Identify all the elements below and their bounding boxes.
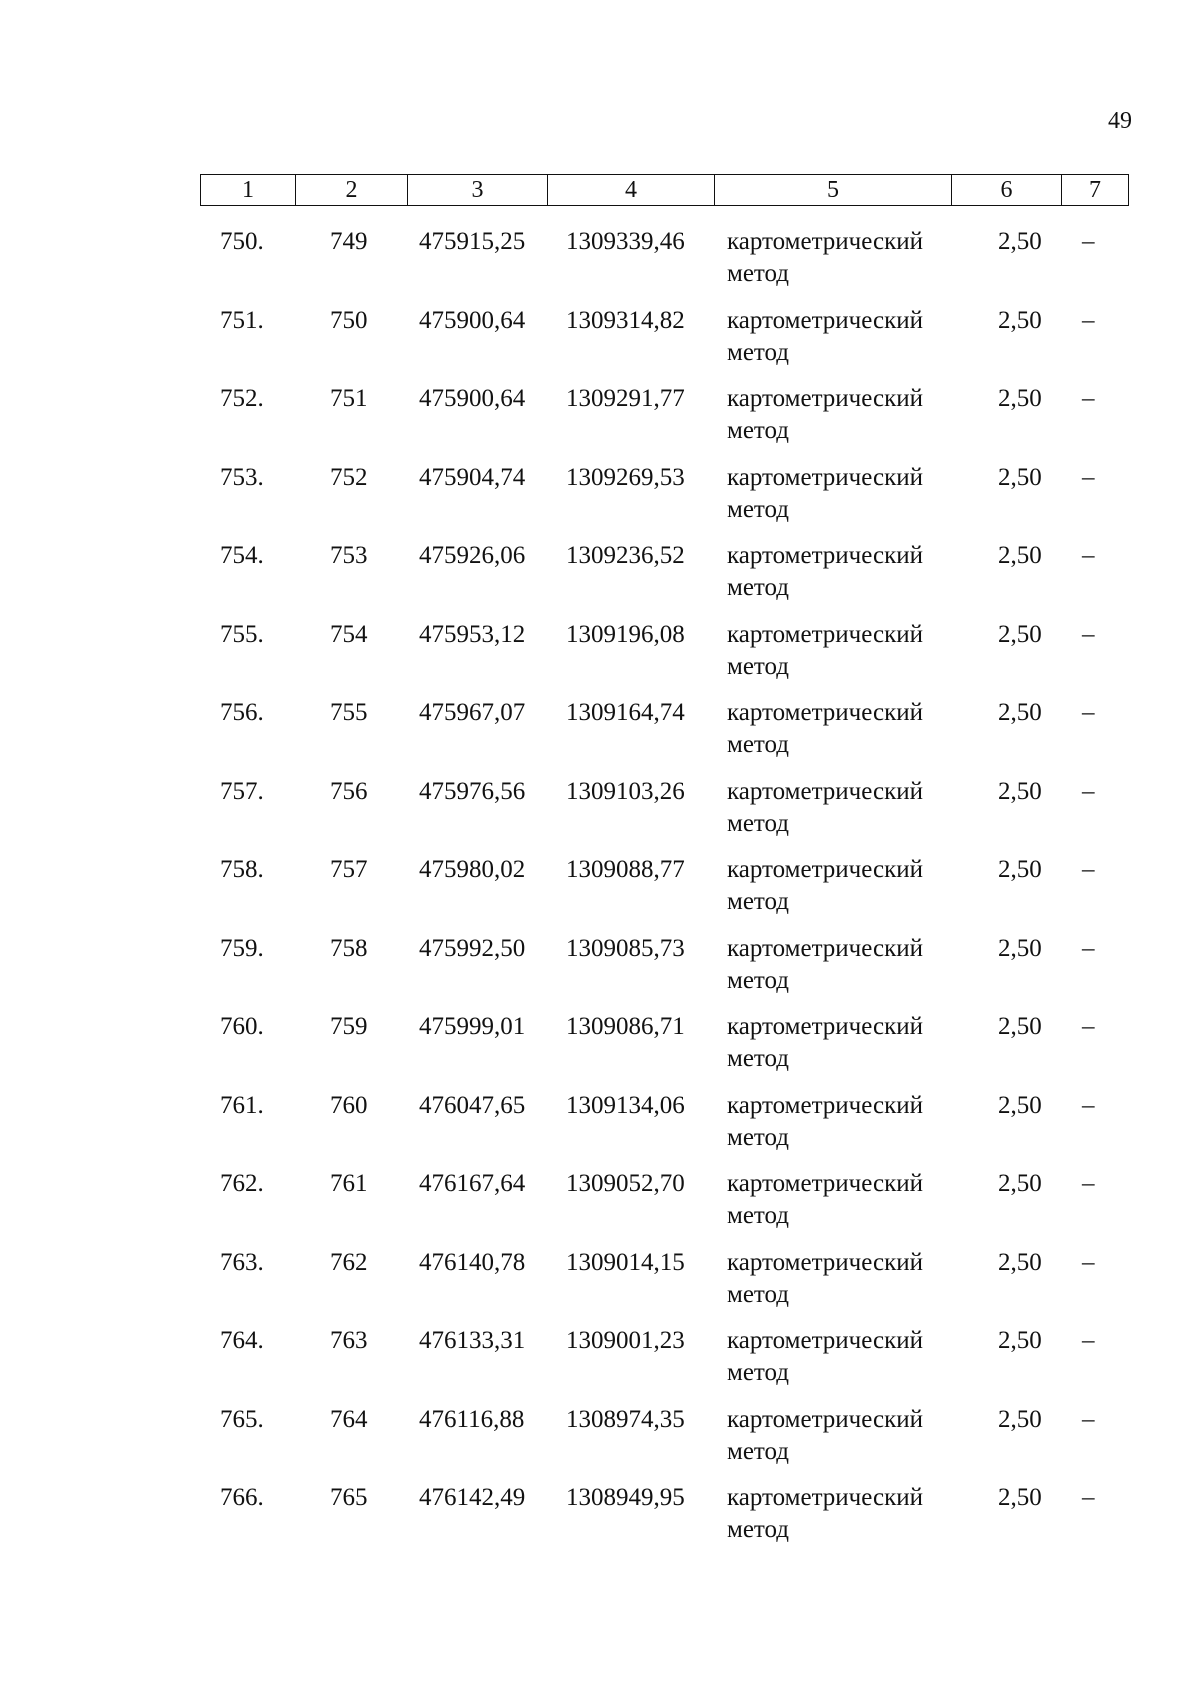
method-line-1: картометрический: [727, 934, 923, 962]
table-row: [200, 462, 1128, 541]
accuracy-value: 2,50: [998, 699, 1042, 726]
point-number: 753: [330, 542, 368, 569]
coordinate-x: 476167,64: [419, 1170, 526, 1197]
description-value: –: [1082, 934, 1095, 962]
coordinate-x: 476142,49: [419, 1484, 526, 1511]
method-cell: [727, 776, 923, 840]
coordinate-x: 476047,65: [419, 1091, 526, 1119]
point-number: 762: [330, 1248, 368, 1276]
method-line-2: метод: [727, 888, 790, 915]
method-line-2: метод: [727, 417, 790, 444]
method-line-2: метод: [727, 1516, 790, 1543]
row-number: 766.: [220, 1484, 264, 1511]
accuracy-value: 2,50: [998, 1248, 1042, 1276]
row-number: 759.: [220, 934, 264, 962]
coordinate-y: 1309103,26: [566, 777, 685, 805]
method-cell: [727, 697, 923, 761]
coordinate-y: 1309014,15: [566, 1248, 685, 1276]
coordinate-x: 476133,31: [419, 1327, 526, 1354]
header-col-2: 2: [296, 175, 408, 206]
coordinate-y: 1309001,23: [566, 1327, 685, 1354]
coordinate-y: 1309164,74: [566, 699, 685, 726]
point-number: 750: [330, 306, 368, 334]
accuracy-value: 2,50: [998, 228, 1042, 255]
row-number: 757.: [220, 777, 264, 805]
coordinate-x: 475992,50: [419, 934, 526, 962]
row-number: 762.: [220, 1170, 264, 1197]
description-value: –: [1082, 1248, 1095, 1276]
point-number: 758: [330, 934, 368, 962]
table-row: [200, 933, 1128, 1012]
coordinate-y: 1309052,70: [566, 1170, 685, 1197]
table-row: [200, 540, 1128, 619]
header-col-3: 3: [408, 175, 548, 206]
table-header: [200, 174, 1129, 206]
accuracy-value: 2,50: [998, 777, 1042, 805]
description-value: –: [1082, 856, 1095, 883]
method-line-1: картометрический: [727, 699, 923, 726]
header-col-5: 5: [715, 175, 952, 206]
method-line-1: картометрический: [727, 228, 923, 255]
point-number: 749: [330, 228, 368, 255]
method-line-2: метод: [727, 966, 790, 994]
coordinate-x: 475900,64: [419, 306, 526, 334]
accuracy-value: 2,50: [998, 1327, 1042, 1354]
method-line-2: метод: [727, 652, 790, 680]
method-line-1: картометрический: [727, 1327, 923, 1354]
header-row: [201, 175, 1129, 206]
row-number: 751.: [220, 306, 264, 334]
method-cell: [727, 462, 923, 526]
table-row: [200, 1482, 1128, 1561]
coordinate-y: 1308974,35: [566, 1405, 685, 1433]
point-number: 764: [330, 1405, 368, 1433]
coordinate-y: 1308949,95: [566, 1484, 685, 1511]
method-cell: [727, 1325, 923, 1389]
method-line-1: картометрический: [727, 306, 923, 334]
method-line-2: метод: [727, 1437, 790, 1465]
description-value: –: [1082, 1327, 1095, 1354]
accuracy-value: 2,50: [998, 385, 1042, 412]
coordinate-x: 475953,12: [419, 620, 526, 648]
point-number: 754: [330, 620, 368, 648]
description-value: –: [1082, 385, 1095, 412]
row-number: 753.: [220, 463, 264, 491]
accuracy-value: 2,50: [998, 620, 1042, 648]
method-cell: [727, 619, 923, 683]
table-row: [200, 854, 1128, 933]
row-number: 752.: [220, 385, 264, 412]
method-line-1: картометрический: [727, 1013, 923, 1040]
method-cell: [727, 1090, 923, 1154]
table-row: [200, 1090, 1128, 1169]
point-number: 756: [330, 777, 368, 805]
table-body: [200, 226, 1128, 1561]
point-number: 751: [330, 385, 368, 412]
description-value: –: [1082, 306, 1095, 334]
method-cell: [727, 933, 923, 997]
row-number: 761.: [220, 1091, 264, 1119]
table-row: [200, 1247, 1128, 1326]
method-line-1: картометрический: [727, 620, 923, 648]
coordinate-x: 475976,56: [419, 777, 526, 805]
coordinate-x: 476116,88: [419, 1405, 525, 1433]
table-row: [200, 1325, 1128, 1404]
method-cell: [727, 1247, 923, 1311]
coordinate-x: 475900,64: [419, 385, 526, 412]
description-value: –: [1082, 1484, 1095, 1511]
description-value: –: [1082, 1013, 1095, 1040]
header-col-7: 7: [1062, 175, 1129, 206]
row-number: 750.: [220, 228, 264, 255]
coordinate-x: 475967,07: [419, 699, 526, 726]
table-row: [200, 776, 1128, 855]
accuracy-value: 2,50: [998, 1405, 1042, 1433]
accuracy-value: 2,50: [998, 463, 1042, 491]
method-line-1: картометрический: [727, 856, 923, 883]
accuracy-value: 2,50: [998, 542, 1042, 569]
point-number: 755: [330, 699, 368, 726]
method-cell: [727, 1404, 923, 1468]
method-cell: [727, 1482, 923, 1546]
method-line-2: метод: [727, 338, 790, 366]
method-cell: [727, 305, 923, 369]
method-line-2: метод: [727, 1202, 790, 1229]
accuracy-value: 2,50: [998, 934, 1042, 962]
table-row: [200, 1168, 1128, 1247]
method-line-1: картометрический: [727, 542, 923, 569]
point-number: 752: [330, 463, 368, 491]
method-line-1: картометрический: [727, 1091, 923, 1119]
method-line-2: метод: [727, 574, 790, 601]
coordinate-y: 1309088,77: [566, 856, 685, 883]
description-value: –: [1082, 777, 1095, 805]
method-line-2: метод: [727, 1359, 790, 1386]
row-number: 756.: [220, 699, 264, 726]
method-line-2: метод: [727, 260, 790, 287]
accuracy-value: 2,50: [998, 1091, 1042, 1119]
coordinate-y: 1309196,08: [566, 620, 685, 648]
description-value: –: [1082, 620, 1095, 648]
row-number: 754.: [220, 542, 264, 569]
coordinate-y: 1309085,73: [566, 934, 685, 962]
method-line-1: картометрический: [727, 385, 923, 412]
coordinate-x: 475904,74: [419, 463, 526, 491]
method-cell: [727, 1168, 923, 1232]
coordinate-x: 476140,78: [419, 1248, 526, 1276]
point-number: 757: [330, 856, 368, 883]
accuracy-value: 2,50: [998, 306, 1042, 334]
table-row: [200, 383, 1128, 462]
description-value: –: [1082, 542, 1095, 569]
method-cell: [727, 226, 923, 290]
coordinate-x: 475926,06: [419, 542, 526, 569]
accuracy-value: 2,50: [998, 1484, 1042, 1511]
method-cell: [727, 854, 923, 918]
point-number: 763: [330, 1327, 368, 1354]
coordinate-y: 1309269,53: [566, 463, 685, 491]
method-cell: [727, 540, 923, 604]
row-number: 764.: [220, 1327, 264, 1354]
description-value: –: [1082, 228, 1095, 255]
coordinate-x: 475980,02: [419, 856, 526, 883]
method-line-2: метод: [727, 731, 790, 758]
table-row: [200, 1011, 1128, 1090]
description-value: –: [1082, 463, 1095, 491]
description-value: –: [1082, 1405, 1095, 1433]
table-row: [200, 619, 1128, 698]
point-number: 765: [330, 1484, 368, 1511]
point-number: 761: [330, 1170, 368, 1197]
coordinate-x: 475915,25: [419, 228, 526, 255]
accuracy-value: 2,50: [998, 1013, 1042, 1040]
point-number: 760: [330, 1091, 368, 1119]
row-number: 763.: [220, 1248, 264, 1276]
page-number: 49: [1108, 108, 1132, 134]
table-row: [200, 697, 1128, 776]
method-line-2: метод: [727, 495, 790, 523]
coordinate-y: 1309291,77: [566, 385, 685, 412]
method-cell: [727, 383, 923, 447]
method-line-2: метод: [727, 1045, 790, 1072]
header-col-1: 1: [201, 175, 296, 206]
method-line-1: картометрический: [727, 1248, 923, 1276]
point-number: 759: [330, 1013, 368, 1040]
method-line-2: метод: [727, 1280, 790, 1308]
coordinate-y: 1309339,46: [566, 228, 685, 255]
header-col-6: 6: [952, 175, 1062, 206]
method-line-2: метод: [727, 1123, 790, 1151]
coordinate-x: 475999,01: [419, 1013, 526, 1040]
description-value: –: [1082, 1170, 1095, 1197]
row-number: 758.: [220, 856, 264, 883]
table-row: [200, 226, 1128, 305]
row-number: 755.: [220, 620, 264, 648]
method-line-1: картометрический: [727, 1405, 923, 1433]
description-value: –: [1082, 1091, 1095, 1119]
method-line-1: картометрический: [727, 1170, 923, 1197]
coordinate-y: 1309236,52: [566, 542, 685, 569]
description-value: –: [1082, 699, 1095, 726]
accuracy-value: 2,50: [998, 856, 1042, 883]
table-row: [200, 305, 1128, 384]
method-cell: [727, 1011, 923, 1075]
table-row: [200, 1404, 1128, 1483]
method-line-2: метод: [727, 809, 790, 837]
coordinate-y: 1309134,06: [566, 1091, 685, 1119]
header-col-4: 4: [548, 175, 715, 206]
accuracy-value: 2,50: [998, 1170, 1042, 1197]
method-line-1: картометрический: [727, 463, 923, 491]
coordinate-y: 1309086,71: [566, 1013, 685, 1040]
row-number: 765.: [220, 1405, 264, 1433]
method-line-1: картометрический: [727, 1484, 923, 1511]
method-line-1: картометрический: [727, 777, 923, 805]
row-number: 760.: [220, 1013, 264, 1040]
coordinate-y: 1309314,82: [566, 306, 685, 334]
